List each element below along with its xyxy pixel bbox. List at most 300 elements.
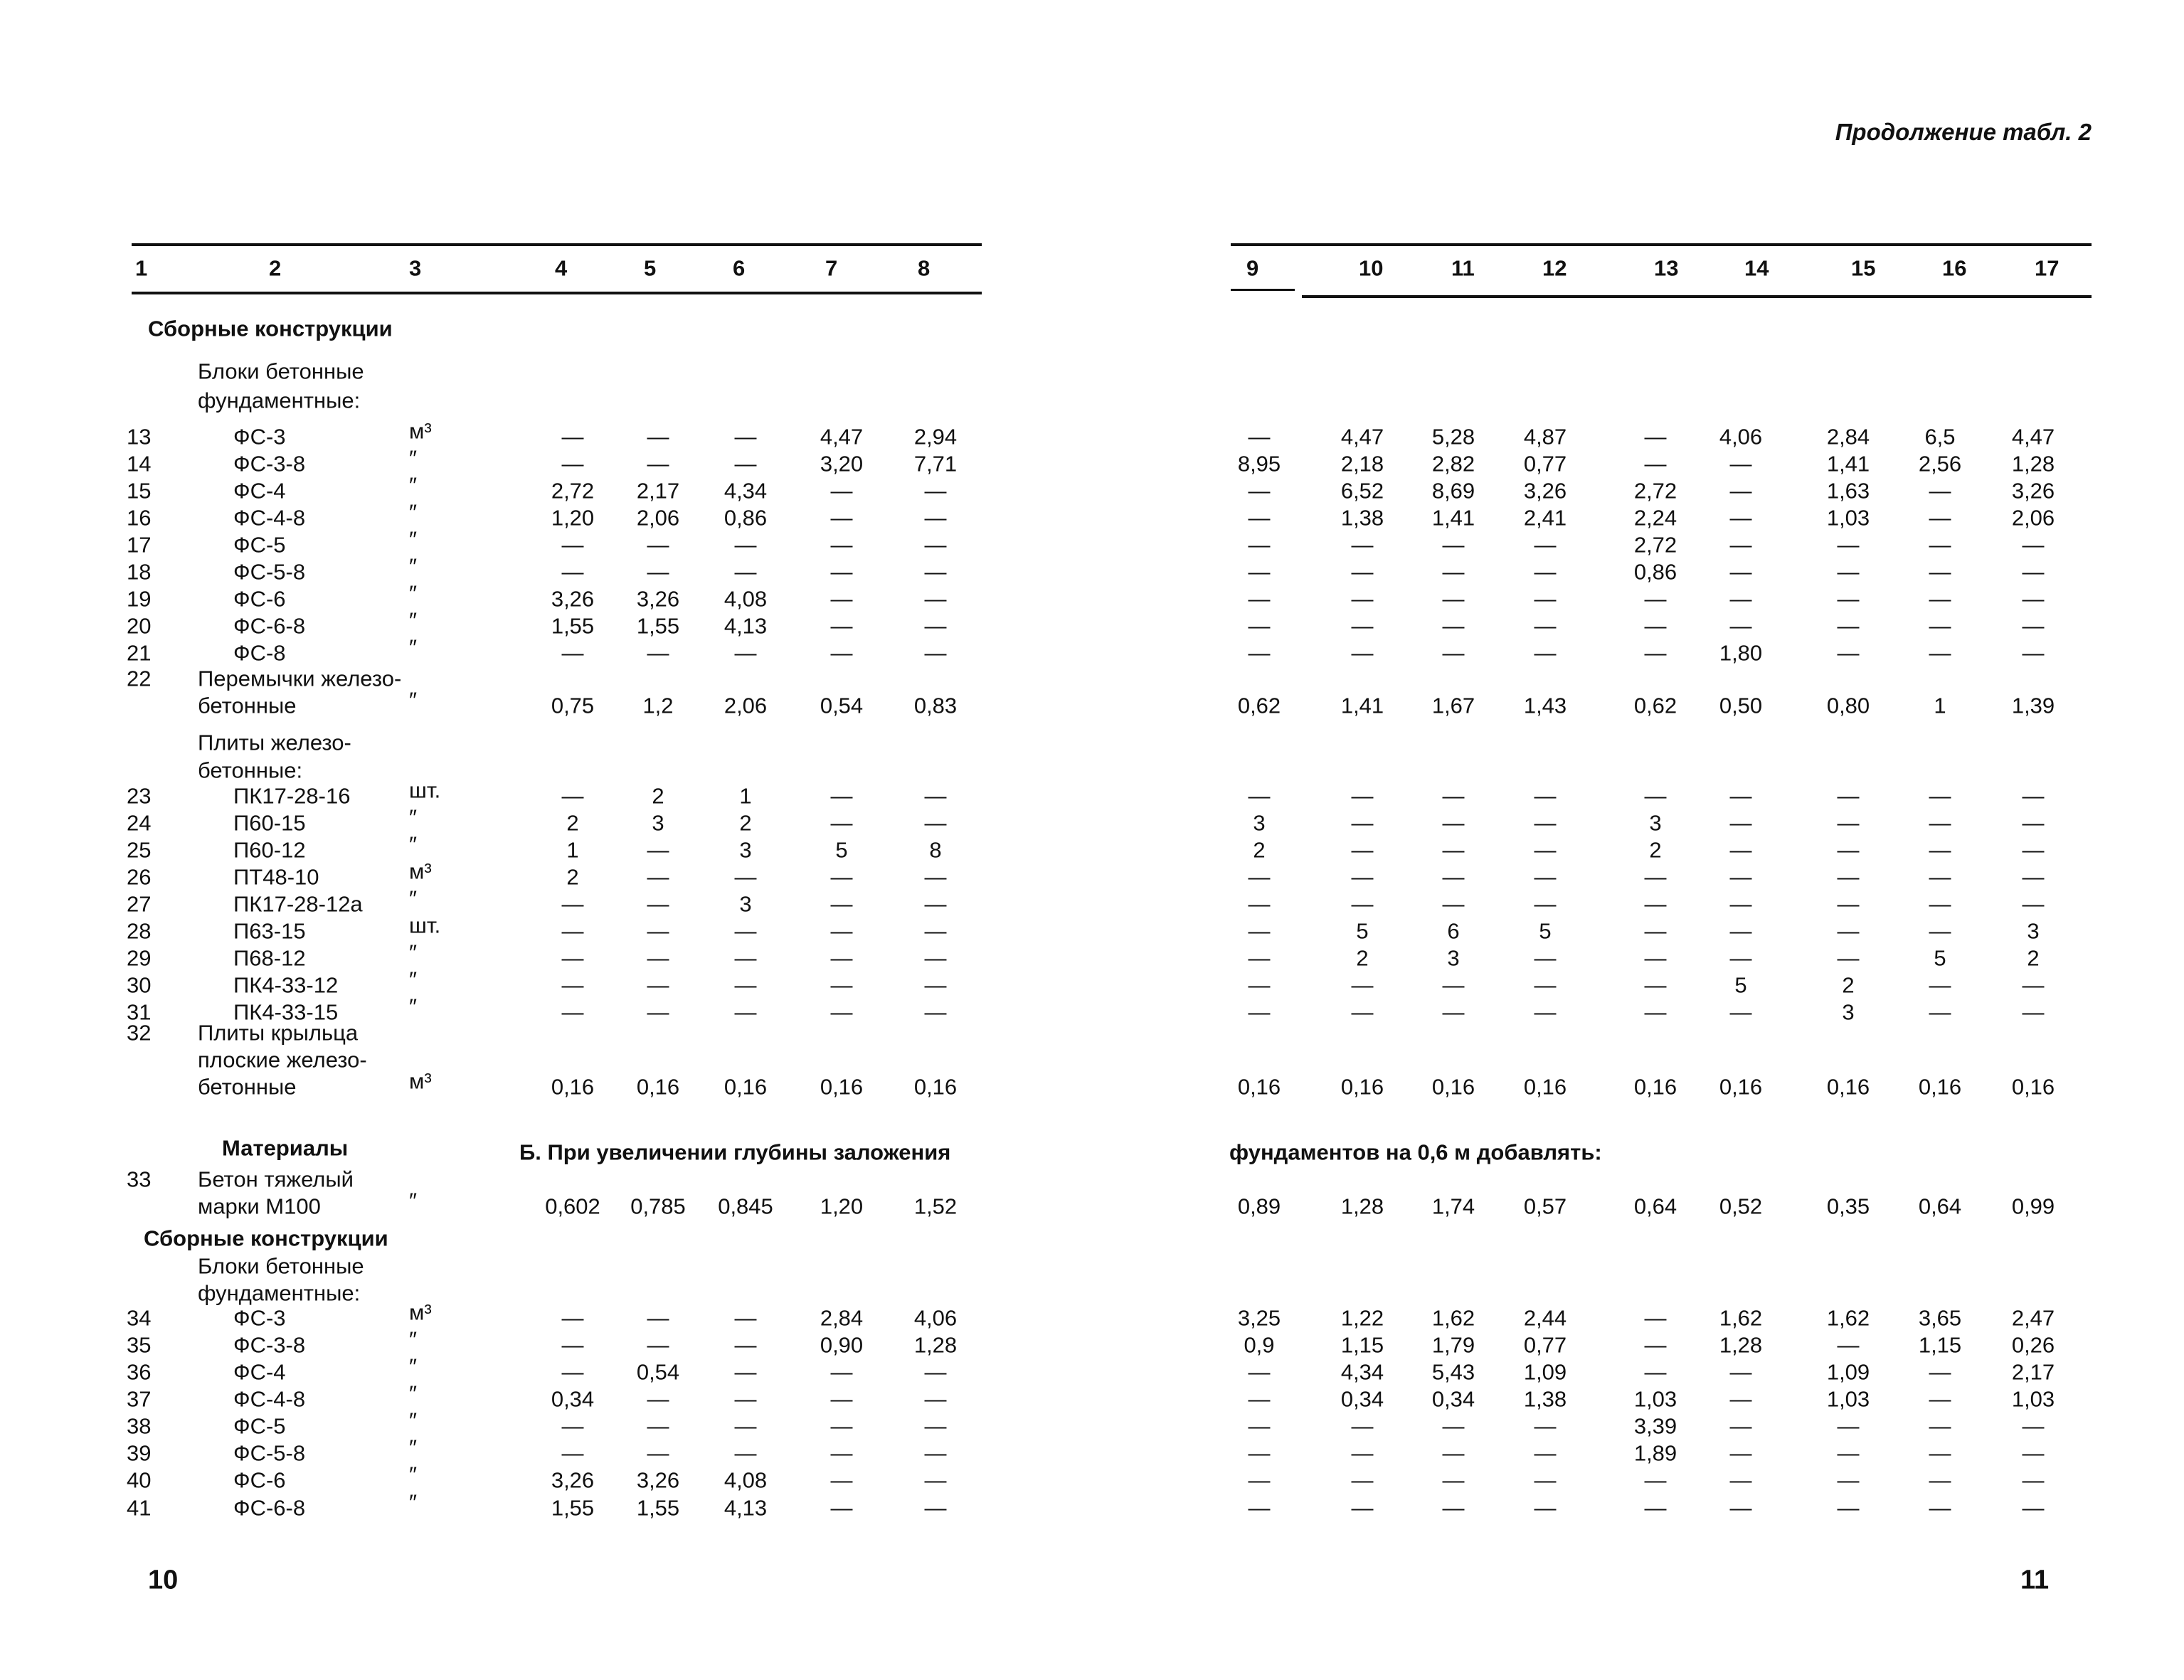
item-name: ФС-3 xyxy=(233,1305,286,1331)
cell-col-9: — xyxy=(1248,1440,1271,1466)
cell-col-12: — xyxy=(1534,891,1557,917)
cell-col-15: — xyxy=(1837,1467,1860,1493)
cell-col-6: — xyxy=(734,1332,757,1358)
cell-col-9: — xyxy=(1248,505,1271,531)
row-number: 39 xyxy=(127,1440,152,1466)
cell-col-14: 4,06 xyxy=(1719,424,1763,450)
cell-col-10: — xyxy=(1351,559,1374,585)
cell-col-7: — xyxy=(830,1440,853,1466)
cell-col-14: 0,16 xyxy=(1719,1074,1763,1100)
row-number: 35 xyxy=(127,1332,152,1358)
cell-col-5: 3,26 xyxy=(636,586,680,612)
cell-col-5: 0,785 xyxy=(630,1193,686,1219)
section-label: Материалы xyxy=(222,1135,349,1161)
cell-col-8: 7,71 xyxy=(913,451,958,477)
header-col-16: 16 xyxy=(1942,255,1967,281)
unit: ″ xyxy=(409,472,417,498)
cell-col-15: 0,80 xyxy=(1826,693,1870,718)
cell-col-17: — xyxy=(2022,891,2045,917)
cell-col-17: — xyxy=(2022,1440,2045,1466)
cell-col-10: — xyxy=(1351,864,1374,890)
cell-col-9: — xyxy=(1248,1359,1271,1385)
item-name: ПК17-28-12а xyxy=(233,891,363,917)
unit: ″ xyxy=(409,1188,417,1213)
header-col-8: 8 xyxy=(918,255,931,281)
cell-col-4: — xyxy=(561,424,584,450)
section-label: Блоки бетонные xyxy=(198,1253,364,1279)
header-col-12: 12 xyxy=(1542,255,1567,281)
cell-col-13: — xyxy=(1644,1332,1667,1358)
item-name: ПК17-28-16 xyxy=(233,783,351,809)
cell-col-12: 0,16 xyxy=(1523,1074,1567,1100)
cell-col-10: 4,34 xyxy=(1340,1359,1384,1385)
cell-col-7: 0,54 xyxy=(820,693,864,718)
cell-col-13: — xyxy=(1644,918,1667,944)
cell-col-13: 1,89 xyxy=(1633,1440,1677,1466)
cell-col-4: 0,602 xyxy=(545,1193,600,1219)
cell-col-9: 3 xyxy=(1253,810,1266,836)
item-name: бетонные xyxy=(198,693,297,718)
cell-col-9: — xyxy=(1248,478,1271,504)
cell-col-8: — xyxy=(924,505,947,531)
cell-col-17: — xyxy=(2022,1413,2045,1439)
cell-col-9: — xyxy=(1248,1413,1271,1439)
cell-col-14: — xyxy=(1729,783,1752,809)
cell-col-6: — xyxy=(734,972,757,998)
cell-col-5: 2,17 xyxy=(636,478,680,504)
cell-col-16: — xyxy=(1929,478,1951,504)
item-name: ФС-4-8 xyxy=(233,505,306,531)
unit: ″ xyxy=(409,1489,417,1515)
cell-col-15: — xyxy=(1837,613,1860,639)
cell-col-14: 1,80 xyxy=(1719,640,1763,666)
cell-col-14: 1,28 xyxy=(1719,1332,1763,1358)
cell-col-5: 3,26 xyxy=(636,1467,680,1493)
header-col-4: 4 xyxy=(555,255,568,281)
cell-col-6: — xyxy=(734,640,757,666)
cell-col-5: — xyxy=(647,999,669,1025)
unit: ″ xyxy=(409,831,417,857)
cell-col-6: 2,06 xyxy=(723,693,768,718)
cell-col-16: — xyxy=(1929,505,1951,531)
section-label: бетонные: xyxy=(198,757,303,783)
item-name: ФС-5-8 xyxy=(233,559,306,585)
cell-col-13: 0,16 xyxy=(1633,1074,1677,1100)
cell-col-15: — xyxy=(1837,1440,1860,1466)
cell-col-17: — xyxy=(2022,586,2045,612)
cell-col-13: 0,64 xyxy=(1633,1193,1677,1219)
row-number: 20 xyxy=(127,613,152,639)
cell-col-4: — xyxy=(561,1440,584,1466)
cell-col-4: — xyxy=(561,1413,584,1439)
cell-col-8: 0,16 xyxy=(913,1074,958,1100)
cell-col-16: 5 xyxy=(1934,945,1946,971)
cell-col-5: — xyxy=(647,837,669,863)
cell-col-16: 2,56 xyxy=(1918,451,1962,477)
cell-col-17: 0,26 xyxy=(2011,1332,2055,1358)
cell-col-8: 1,28 xyxy=(913,1332,958,1358)
item-name: ФС-5 xyxy=(233,532,286,558)
cell-col-16: — xyxy=(1929,972,1951,998)
cell-col-6: — xyxy=(734,559,757,585)
cell-col-6: — xyxy=(734,424,757,450)
cell-col-11: 1,74 xyxy=(1431,1193,1475,1219)
cell-col-15: 1,41 xyxy=(1826,451,1870,477)
row-number: 26 xyxy=(127,864,152,890)
cell-col-7: — xyxy=(830,613,853,639)
cell-col-14: — xyxy=(1729,918,1752,944)
unit: ″ xyxy=(409,994,417,1019)
cell-col-5: 3 xyxy=(652,810,664,836)
cell-col-5: — xyxy=(647,1413,669,1439)
cell-col-7: 3,20 xyxy=(820,451,864,477)
cell-col-17: 2,06 xyxy=(2011,505,2055,531)
row-number: 32 xyxy=(127,1020,152,1046)
cell-col-8: — xyxy=(924,532,947,558)
cell-col-17: 1,39 xyxy=(2011,693,2055,718)
cell-col-13: 1,03 xyxy=(1633,1386,1677,1412)
cell-col-6: 0,16 xyxy=(723,1074,768,1100)
cell-col-11: — xyxy=(1442,640,1465,666)
cell-col-10: 2 xyxy=(1356,945,1369,971)
header-col-13: 13 xyxy=(1654,255,1679,281)
header-col-1: 1 xyxy=(135,255,148,281)
item-name: ФС-6 xyxy=(233,1467,286,1493)
cell-col-12: 1,09 xyxy=(1523,1359,1567,1385)
cell-col-15: — xyxy=(1837,945,1860,971)
cell-col-11: 8,69 xyxy=(1431,478,1475,504)
cell-col-5: — xyxy=(647,640,669,666)
cell-col-7: — xyxy=(830,1359,853,1385)
section-label: Б. При увеличении глубины заложения xyxy=(519,1139,951,1165)
cell-col-5: — xyxy=(647,451,669,477)
cell-col-17: 0,16 xyxy=(2011,1074,2055,1100)
cell-col-17: 4,47 xyxy=(2011,424,2055,450)
cell-col-7: 4,47 xyxy=(820,424,864,450)
item-name: ФС-4 xyxy=(233,478,286,504)
cell-col-15: — xyxy=(1837,837,1860,863)
row-number: 16 xyxy=(127,505,152,531)
cell-col-12: — xyxy=(1534,1495,1557,1521)
cell-col-17: — xyxy=(2022,999,2045,1025)
cell-col-6: — xyxy=(734,1440,757,1466)
item-name: Бетон тяжелый xyxy=(198,1166,354,1192)
cell-col-9: — xyxy=(1248,864,1271,890)
cell-col-15: — xyxy=(1837,918,1860,944)
cell-col-13: — xyxy=(1644,1495,1667,1521)
cell-col-6: 0,845 xyxy=(718,1193,773,1219)
row-number: 36 xyxy=(127,1359,152,1385)
cell-col-14: — xyxy=(1729,505,1752,531)
cell-col-17: 0,99 xyxy=(2011,1193,2055,1219)
cell-col-15: — xyxy=(1837,891,1860,917)
cell-col-8: — xyxy=(924,918,947,944)
cell-col-16: — xyxy=(1929,586,1951,612)
unit: ″ xyxy=(409,687,417,713)
cell-col-8: — xyxy=(924,559,947,585)
cell-col-8: — xyxy=(924,810,947,836)
cell-col-4: 0,34 xyxy=(551,1386,595,1412)
cell-col-13: — xyxy=(1644,945,1667,971)
cell-col-16: — xyxy=(1929,640,1951,666)
cell-col-11: 0,34 xyxy=(1431,1386,1475,1412)
item-name: Плиты крыльца xyxy=(198,1020,359,1046)
cell-col-13: — xyxy=(1644,972,1667,998)
cell-col-7: — xyxy=(830,891,853,917)
cell-col-17: — xyxy=(2022,783,2045,809)
cell-col-10: — xyxy=(1351,532,1374,558)
item-name: ФС-5 xyxy=(233,1413,286,1439)
cell-col-17: — xyxy=(2022,1495,2045,1521)
cell-col-4: 3,26 xyxy=(551,586,595,612)
left-page-number: 10 xyxy=(148,1565,179,1595)
cell-col-16: — xyxy=(1929,864,1951,890)
cell-col-8: — xyxy=(924,586,947,612)
cell-col-11: 3 xyxy=(1447,945,1460,971)
cell-col-11: — xyxy=(1442,891,1465,917)
item-name: ФС-6-8 xyxy=(233,613,306,639)
cell-col-7: 0,90 xyxy=(820,1332,864,1358)
cell-col-17: 1,03 xyxy=(2011,1386,2055,1412)
cell-col-7: — xyxy=(830,1467,853,1493)
item-name: ФС-4-8 xyxy=(233,1386,306,1412)
unit: ″ xyxy=(409,1435,417,1460)
item-name: ФС-3-8 xyxy=(233,1332,306,1358)
cell-col-15: 0,35 xyxy=(1826,1193,1870,1219)
cell-col-7: — xyxy=(830,999,853,1025)
cell-col-8: — xyxy=(924,864,947,890)
unit: ″ xyxy=(409,1462,417,1487)
cell-col-7: — xyxy=(830,1386,853,1412)
cell-col-5: — xyxy=(647,532,669,558)
left-header-bottom-rule xyxy=(132,292,982,294)
cell-col-10: — xyxy=(1351,1467,1374,1493)
cell-col-15: — xyxy=(1837,532,1860,558)
cell-col-14: — xyxy=(1729,891,1752,917)
cell-col-11: 2,82 xyxy=(1431,451,1475,477)
cell-col-16: — xyxy=(1929,810,1951,836)
cell-col-7: — xyxy=(830,1495,853,1521)
header-col-17: 17 xyxy=(2035,255,2060,281)
cell-col-8: 1,52 xyxy=(913,1193,958,1219)
unit: м³ xyxy=(409,418,432,444)
cell-col-8: — xyxy=(924,640,947,666)
item-name: П63-15 xyxy=(233,918,306,944)
cell-col-11: 1,79 xyxy=(1431,1332,1475,1358)
cell-col-7: 2,84 xyxy=(820,1305,864,1331)
cell-col-16: 1 xyxy=(1934,693,1946,718)
item-name: ФС-6-8 xyxy=(233,1495,306,1521)
cell-col-4: 3,26 xyxy=(551,1467,595,1493)
cell-col-12: 3,26 xyxy=(1523,478,1567,504)
cell-col-16: — xyxy=(1929,918,1951,944)
cell-col-8: — xyxy=(924,972,947,998)
cell-col-5: — xyxy=(647,918,669,944)
cell-col-6: 4,34 xyxy=(723,478,768,504)
cell-col-12: 0,77 xyxy=(1523,1332,1567,1358)
cell-col-8: — xyxy=(924,1467,947,1493)
item-name: П60-12 xyxy=(233,837,306,863)
cell-col-7: — xyxy=(830,1413,853,1439)
section-label: фундаментные: xyxy=(198,1280,361,1306)
cell-col-13: — xyxy=(1644,613,1667,639)
cell-col-8: — xyxy=(924,1386,947,1412)
cell-col-5: 2,06 xyxy=(636,505,680,531)
cell-col-11: — xyxy=(1442,559,1465,585)
cell-col-14: 5 xyxy=(1734,972,1747,998)
cell-col-9: 0,9 xyxy=(1244,1332,1275,1358)
cell-col-9: — xyxy=(1248,1467,1271,1493)
cell-col-7: — xyxy=(830,478,853,504)
cell-col-4: — xyxy=(561,972,584,998)
cell-col-14: — xyxy=(1729,999,1752,1025)
cell-col-7: 0,16 xyxy=(820,1074,864,1100)
cell-col-10: 6,52 xyxy=(1340,478,1384,504)
cell-col-16: — xyxy=(1929,1413,1951,1439)
cell-col-12: — xyxy=(1534,586,1557,612)
unit: м³ xyxy=(409,1068,432,1094)
cell-col-6: — xyxy=(734,1413,757,1439)
cell-col-4: — xyxy=(561,999,584,1025)
cell-col-8: 0,83 xyxy=(913,693,958,718)
cell-col-12: 2,41 xyxy=(1523,505,1567,531)
unit: шт. xyxy=(409,913,441,938)
cell-col-15: — xyxy=(1837,1495,1860,1521)
cell-col-17: — xyxy=(2022,972,2045,998)
cell-col-11: 5,28 xyxy=(1431,424,1475,450)
cell-col-15: 2 xyxy=(1842,972,1855,998)
cell-col-11: 1,41 xyxy=(1431,505,1475,531)
cell-col-8: 4,06 xyxy=(913,1305,958,1331)
unit: ″ xyxy=(409,445,417,471)
row-number: 14 xyxy=(127,451,152,477)
cell-col-10: 0,16 xyxy=(1340,1074,1384,1100)
cell-col-14: — xyxy=(1729,1386,1752,1412)
cell-col-14: — xyxy=(1729,1495,1752,1521)
cell-col-9: — xyxy=(1248,532,1271,558)
unit: ″ xyxy=(409,499,417,525)
cell-col-9: 0,89 xyxy=(1237,1193,1281,1219)
cell-col-4: 2,72 xyxy=(551,478,595,504)
cell-col-14: 0,52 xyxy=(1719,1193,1763,1219)
unit: ″ xyxy=(409,804,417,830)
cell-col-7: — xyxy=(830,918,853,944)
cell-col-11: — xyxy=(1442,1495,1465,1521)
cell-col-7: — xyxy=(830,586,853,612)
cell-col-17: — xyxy=(2022,532,2045,558)
unit: ″ xyxy=(409,886,417,911)
cell-col-15: — xyxy=(1837,864,1860,890)
section-label: Сборные конструкции xyxy=(144,1226,388,1251)
cell-col-15: 0,16 xyxy=(1826,1074,1870,1100)
cell-col-11: — xyxy=(1442,586,1465,612)
header-col-7: 7 xyxy=(825,255,838,281)
cell-col-17: 3,26 xyxy=(2011,478,2055,504)
cell-col-16: 3,65 xyxy=(1918,1305,1962,1331)
cell-col-5: — xyxy=(647,1386,669,1412)
cell-col-12: 5 xyxy=(1539,918,1552,944)
row-number: 31 xyxy=(127,999,152,1025)
cell-col-7: — xyxy=(830,640,853,666)
cell-col-6: — xyxy=(734,918,757,944)
cell-col-9: — xyxy=(1248,1495,1271,1521)
cell-col-12: — xyxy=(1534,613,1557,639)
cell-col-12: 0,57 xyxy=(1523,1193,1567,1219)
cell-col-8: — xyxy=(924,999,947,1025)
cell-col-8: — xyxy=(924,613,947,639)
cell-col-12: — xyxy=(1534,837,1557,863)
cell-col-14: — xyxy=(1729,864,1752,890)
cell-col-5: 1,55 xyxy=(636,613,680,639)
cell-col-11: — xyxy=(1442,1440,1465,1466)
cell-col-17: — xyxy=(2022,559,2045,585)
cell-col-10: 2,18 xyxy=(1340,451,1384,477)
cell-col-6: — xyxy=(734,1386,757,1412)
cell-col-17: 2 xyxy=(2027,945,2040,971)
unit: ″ xyxy=(409,1327,417,1352)
cell-col-14: — xyxy=(1729,451,1752,477)
section-label: Сборные конструкции xyxy=(148,316,393,341)
cell-col-6: 2 xyxy=(739,810,752,836)
cell-col-12: — xyxy=(1534,559,1557,585)
cell-col-13: 2,72 xyxy=(1633,532,1677,558)
cell-col-17: — xyxy=(2022,613,2045,639)
cell-col-6: — xyxy=(734,999,757,1025)
row-number: 15 xyxy=(127,478,152,504)
unit: ″ xyxy=(409,1381,417,1406)
cell-col-13: — xyxy=(1644,999,1667,1025)
right-header-top-rule xyxy=(1231,243,2092,246)
cell-col-12: — xyxy=(1534,864,1557,890)
right-header-bottom-rule-short xyxy=(1231,289,1295,291)
cell-col-13: 3 xyxy=(1649,810,1662,836)
cell-col-15: 1,63 xyxy=(1826,478,1870,504)
cell-col-4: — xyxy=(561,1359,584,1385)
cell-col-16: — xyxy=(1929,1495,1951,1521)
cell-col-6: 4,08 xyxy=(723,586,768,612)
cell-col-10: — xyxy=(1351,783,1374,809)
item-name: бетонные xyxy=(198,1074,297,1100)
cell-col-5: — xyxy=(647,1305,669,1331)
cell-col-10: 5 xyxy=(1356,918,1369,944)
cell-col-10: — xyxy=(1351,972,1374,998)
cell-col-11: — xyxy=(1442,810,1465,836)
cell-col-13: 0,62 xyxy=(1633,693,1677,718)
cell-col-11: — xyxy=(1442,783,1465,809)
cell-col-16: — xyxy=(1929,613,1951,639)
unit: шт. xyxy=(409,777,441,803)
cell-col-7: — xyxy=(830,864,853,890)
cell-col-7: — xyxy=(830,532,853,558)
cell-col-5: 1,2 xyxy=(642,693,674,718)
cell-col-6: 4,08 xyxy=(723,1467,768,1493)
section-label: Плиты железо- xyxy=(198,730,351,755)
cell-col-17: — xyxy=(2022,837,2045,863)
item-name: ПК4-33-15 xyxy=(233,999,339,1025)
cell-col-8: — xyxy=(924,1495,947,1521)
cell-col-11: — xyxy=(1442,613,1465,639)
row-number: 34 xyxy=(127,1305,152,1331)
cell-col-10: — xyxy=(1351,891,1374,917)
row-number: 40 xyxy=(127,1467,152,1493)
cell-col-13: — xyxy=(1644,640,1667,666)
cell-col-16: — xyxy=(1929,532,1951,558)
header-col-2: 2 xyxy=(269,255,282,281)
cell-col-9: 3,25 xyxy=(1237,1305,1281,1331)
cell-col-4: 0,75 xyxy=(551,693,595,718)
header-col-14: 14 xyxy=(1744,255,1769,281)
item-name: марки М100 xyxy=(198,1193,321,1219)
